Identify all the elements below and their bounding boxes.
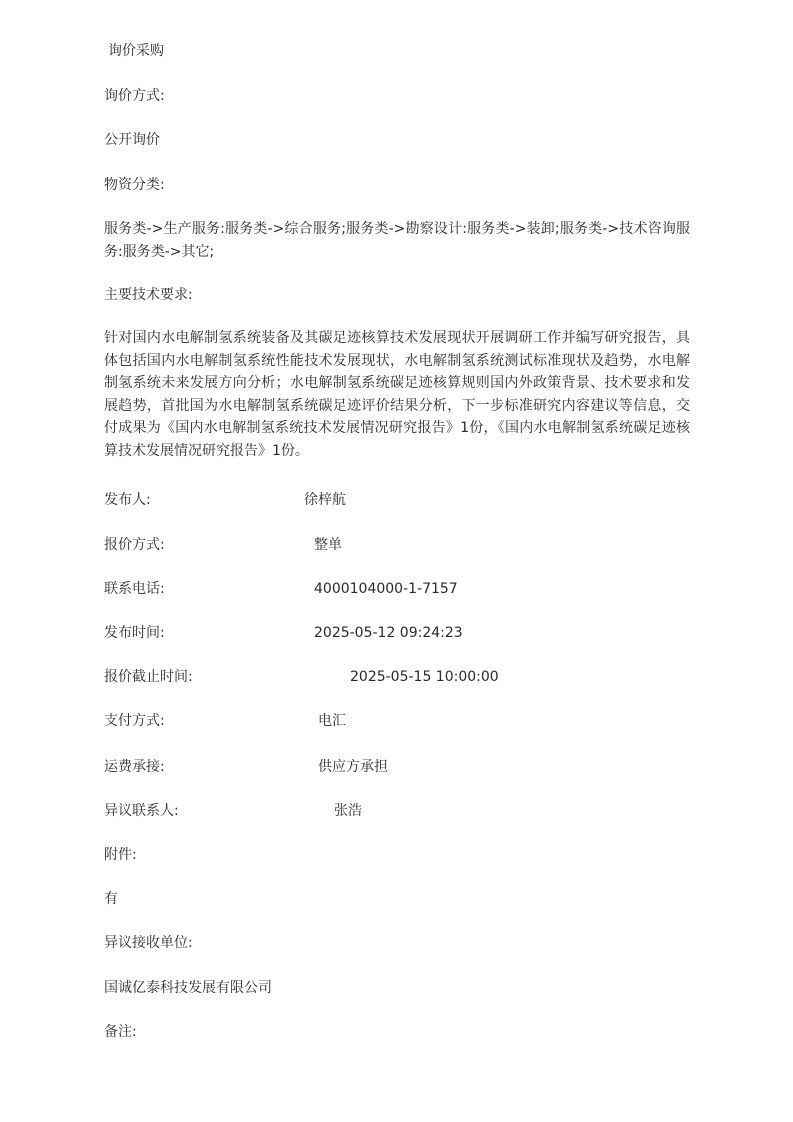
remarks-label: 备注: <box>104 1024 137 1040</box>
inquiry-method-label: 询价方式: <box>104 88 165 104</box>
field-value: 2025-05-15 10:00:00 <box>350 669 499 685</box>
field-label: 支付方式: <box>104 713 165 729</box>
field-value: 电汇 <box>318 713 346 729</box>
field-value: 整单 <box>314 537 342 553</box>
field-label: 异议联系人: <box>104 803 179 819</box>
field-label: 报价截止时间: <box>104 669 193 685</box>
material-category-label: 物资分类: <box>104 177 165 193</box>
inquiry-method-value: 公开询价 <box>104 132 160 148</box>
objection-unit-label: 异议接收单位: <box>104 935 193 951</box>
field-label: 发布人: <box>104 492 151 508</box>
field-value: 4000104000-1-7157 <box>314 581 458 597</box>
document-title: 询价采购 <box>108 43 164 59</box>
field-label: 发布时间: <box>104 625 165 641</box>
material-category-value: 服务类->生产服务:服务类->综合服务;服务类->勘察设计:服务类->装卸;服务类->技术咨询服务:服务类->其它; <box>104 221 690 260</box>
field-value: 供应方承担 <box>318 759 388 775</box>
tech-requirements-value: 针对国内水电解制氢系统装备及其碳足迹核算技术发展现状开展调研工作并编写研究报告，具体包括国内水电解制氢系统性能技术发展现状，水电解制氢系统测试标准现状及趋势，水电解制氢系统未来发展方向分析；水电解制氢系统碳足迹核算规则国内外政策背景、技术要求和发展趋势，首批国为水电解制氢系统碳足迹评价结果分析，下一步标准研究内容建议等信息，交付成果为《国内水电解制氢系统技术发展情况研究报告》1份，《国内水电解制氢系统碳足迹核算技术发展情况研究报告》1份。 <box>104 330 690 459</box>
field-label: 联系电话: <box>104 581 165 597</box>
attachment-label: 附件: <box>104 847 137 863</box>
field-value: 徐梓航 <box>304 492 346 508</box>
tech-requirements-label: 主要技术要求: <box>104 287 193 303</box>
attachment-value: 有 <box>104 891 118 907</box>
objection-unit-value: 国诚亿泰科技发展有限公司 <box>104 980 272 996</box>
field-label: 报价方式: <box>104 537 165 553</box>
field-label: 运费承接: <box>104 759 165 775</box>
field-value: 2025-05-12 09:24:23 <box>314 625 463 641</box>
field-value: 张浩 <box>334 803 362 819</box>
